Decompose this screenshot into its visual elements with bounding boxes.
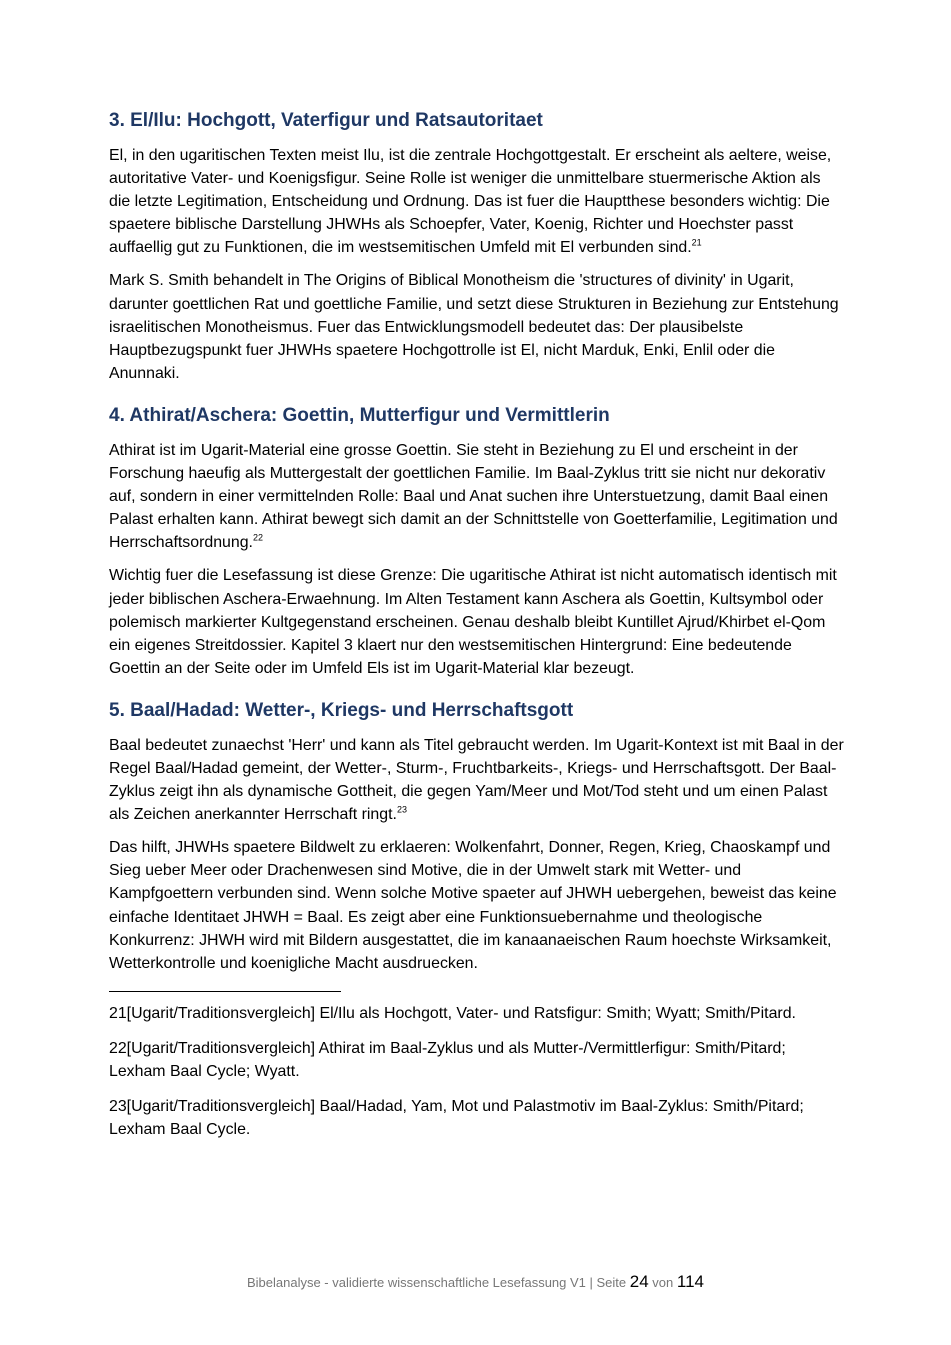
section-heading-baal: 5. Baal/Hadad: Wetter-, Kriegs- und Herrschaftsgott [109, 699, 574, 721]
footnote-separator [109, 991, 341, 992]
section-heading-el: 3. El/Ilu: Hochgott, Vaterfigur und Ratsautoritaet [109, 110, 543, 131]
page-content [109, 108, 845, 1153]
page-footer [0, 1272, 951, 1292]
footer-text: Bibelanalyse - validierte wissenschaftliche Lesefassung V1 | Seite [246, 1275, 627, 1290]
footnote-ref[interactable]: 21 [691, 238, 702, 249]
footnote-ref[interactable]: 22 [252, 533, 263, 544]
paragraph: Baal bedeutet zunaechst 'Herr' und kann als Titel gebraucht werden. Im Ugarit-Kontext ist mit Baal in der Regel Baal/Hadad gemeint, der Wetter-, Sturm-, Fruchtbarkeits-, Kriegs- und Herrschaftsgott. Der Baal-Zyklus zeigt ihn als dynamische Gottheit, die gegen Yam/Meer und Mot/Tod steht und um einen Palast als Zeichen anerkannter Herrschaft ringt.$^{23}$ [109, 736, 844, 824]
footnote-22: 22[Ugarit/Traditionsvergleich] Athirat im Baal-Zyklus und als Mutter-/Vermittlerfigur: Smith/Pitard; Lexham Baal Cycle; Wyatt. [109, 1039, 786, 1080]
page-total: 114 [676, 1272, 704, 1291]
footnote-23: 23[Ugarit/Traditionsvergleich] Baal/Hadad, Yam, Mot und Palastmotiv im Baal-Zyklus: Smith/Pitard; Lexham Baal Cycle. [109, 1097, 804, 1138]
section-heading-athirat: 4. Athirat/Aschera: Goettin, Mutterfigur und Vermittlerin [109, 404, 610, 426]
paragraph: El, in den ugaritischen Texten meist Ilu, ist die zentrale Hochgottgestalt. Er erscheint als aeltere, weise, autoritative Vater- und Koenigsfigur. Seine Rolle ist weniger die unmittelbare stuermerische Aktion als die letzte Legitimation, Entscheidung und Ordnung. Das ist fuer die Hauptthese besonders wichtig: Die spaetere biblische Darstellung JHWHs als Schoepfer, Vater, Koenig, Richter und Hoechster passt auffaellig gut zu Funktionen, die im westsemitischen Umfeld mit El verbunden sind.$^{21}$ [109, 147, 832, 257]
footer-of: von [652, 1275, 674, 1290]
paragraph: Das hilft, JHWHs spaetere Bildwelt zu erklaeren: Wolkenfahrt, Donner, Regen, Krieg, Chaoskampf und Sieg ueber Meer oder Drachenwesen sind Motive, die in der Umwelt stark mit Wetter- und Kampfgoettern verbunden sind. Wenn solche Motive spaeter auf JHWH uebergehen, beweist das keine einfache Identitaet JHWH = Baal. Es zeigt aber eine Funktionsuebernahme und theologische Konkurrenz: JHWH wird mit Bildern ausgestattet, die im kanaanaeischen Raum hoechste Wirksamkeit, Wetterkontrolle und koenigliche Macht ausdruecken. [109, 839, 837, 972]
paragraph: Mark S. Smith behandelt in The Origins of Biblical Monotheism die 'structures of divinity' in Ugarit, darunter goettlichen Rat und goettliche Familie, und setzt diese Strukturen in Beziehung zur Entstehung israelitischen Monotheismus. Fuer das Entwicklungsmodell bedeutet das: Der plausibelste Hauptbezugspunkt fuer JHWHs spaetere Hochgottrolle ist El, nicht Marduk, Enki, Enlil oder die Anunnaki. [109, 272, 839, 382]
footnote-21: 21[Ugarit/Traditionsvergleich] El/Ilu als Hochgott, Vater- und Ratsfigur: Smith; Wyatt; Smith/Pitard. [109, 1004, 796, 1022]
page-number: 24 [629, 1272, 649, 1291]
paragraph: Wichtig fuer die Lesefassung ist diese Grenze: Die ugaritische Athirat ist nicht automatisch identisch mit jeder biblischen Aschera-Erwaehnung. Im Alten Testament kann Aschera als Goettin, Kultsymbol oder polemisch markierter Kultgegenstand erscheinen. Genau deshalb bleibt Kuntillet Ajrud/Khirbet el-Qom ein eigenes Streitdossier. Kapitel 3 klaert nur den westsemitischen Hintergrund: Eine bedeutende Goettin an der Seite oder im Umfeld Els ist im Ugarit-Material klar bezeugt. [109, 567, 837, 677]
footnote-ref[interactable]: 23 [396, 804, 407, 815]
paragraph: Athirat ist im Ugarit-Material eine grosse Goettin. Sie steht in Beziehung zu El und erscheint in der Forschung haeufig als Muttergestalt der goettlichen Familie. Im Baal-Zyklus tritt sie nicht nur dekorativ auf, sondern in einer vermittelnden Rolle: Baal und Anat suchen ihre Unterstuetzung, damit Baal einen Palast erhalten kann. Athirat bewegt sich damit an der Schnittstelle von Goetterfamilie, Legitimation und Herrschaftsordnung.$^{22}$ [109, 441, 838, 552]
